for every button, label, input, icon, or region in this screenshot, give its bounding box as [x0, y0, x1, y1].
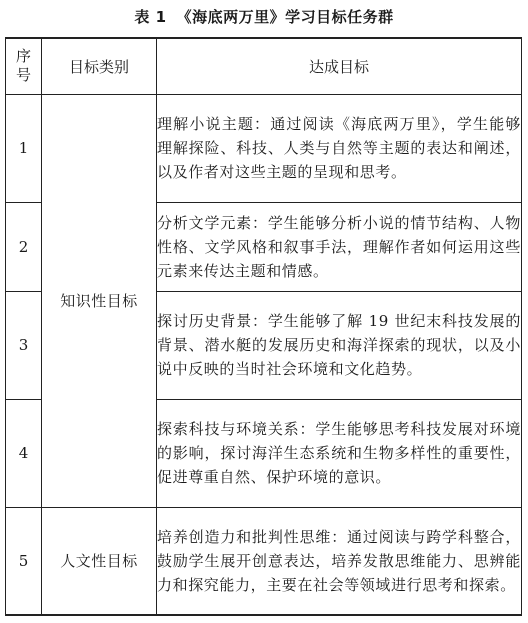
table-title: 《海底两万里》学习目标任务群	[176, 8, 394, 26]
header-row	[6, 38, 522, 94]
row-goal: 探索科技与环境关系：学生能够思考科技发展对环境的影响，探讨海洋生态系统和生物多样性的重要性，促进尊重自然、保护环境的意识。	[157, 399, 522, 507]
table-row	[6, 507, 522, 615]
header-goal: 达成目标	[157, 38, 522, 94]
row-goal: 理解小说主题：通过阅读《海底两万里》，学生能够理解探险、科技、人类与自然等主题的表达和阐述，以及作者对这些主题的呈现和思考。	[157, 94, 522, 202]
category-humanistic: 人文性目标	[42, 507, 157, 615]
row-goal: 培养创造力和批判性思维：通过阅读与跨学科整合，鼓励学生展开创意表达，培养发散思维能力、思辨能力和探究能力，主要在社会等领域进行思考和探索。	[157, 507, 522, 615]
row-goal: 探讨历史背景：学生能够了解 19 世纪末科技发展的背景、潜水艇的发展历史和海洋探索的现状，以及小说中反映的当时社会环境和文化趋势。	[157, 291, 522, 399]
table-row	[6, 94, 522, 202]
row-number: 3	[6, 291, 42, 399]
table-number: 表 1	[134, 8, 167, 26]
row-number: 2	[6, 202, 42, 291]
row-goal: 分析文学元素：学生能够分析小说的情节结构、人物性格、文学风格和叙事手法，理解作者如何运用这些元素来传达主题和情感。	[157, 202, 522, 291]
category-knowledge: 知识性目标	[42, 94, 157, 507]
row-number: 4	[6, 399, 42, 507]
header-seq: 序 号	[6, 38, 42, 94]
goals-table	[5, 37, 522, 616]
header-category: 目标类别	[42, 38, 157, 94]
row-number: 1	[6, 94, 42, 202]
row-number: 5	[6, 507, 42, 615]
table-caption	[0, 6, 528, 27]
